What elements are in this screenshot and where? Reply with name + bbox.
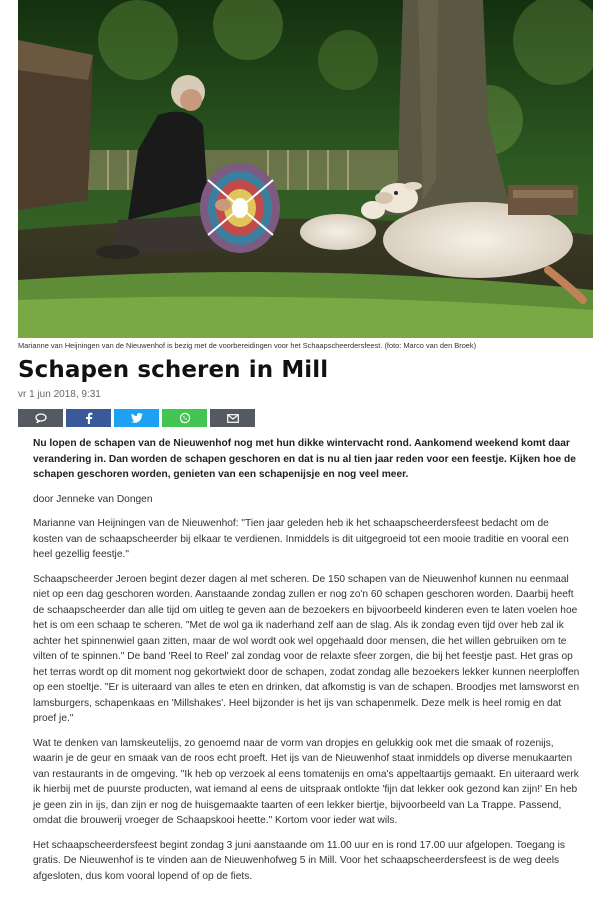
facebook-share-button[interactable]	[66, 409, 111, 427]
whatsapp-icon	[179, 412, 191, 424]
twitter-icon	[131, 413, 143, 423]
article-paragraph: Marianne van Heijningen van de Nieuwenhof: "Tien jaar geleden heb ik het schaapscheerdersfeest bedacht om de kosten van de schaapscheerder bij elkaar te verdienen. Inmiddels is dit uitgegroeid tot een mooie traditie en vooral een heel gezellig feestje."	[33, 518, 569, 560]
article-paragraph: Wat te denken van lamskeutelijs, zo genoemd naar de vorm van dropjes en gelukkig ook met die smaak of rozenijs, waarin je de geur en smaak van de roos echt proeft. Het ijs van de Nieuwenhof staat inmiddels op diverse menukaarten van restaurants in de omgeving. "Ik heb op verzoek al eens tomatenijs en oma's appeltaartijs gemaakt. En uiteraard werk ik hierbij met de puurste producten, wat iemand al eens de uitspraak ontlokte 'fijn dat lekker ook gezond kan zijn!' En heb je geen zin in ijs, dan zijn er nog de huisgemaakte taarten of een lekker biertje, bijvoorbeeld van La Trappe. Passend, omdat die brouwerij vroeger de Schaapskooi heette." Kortom voor ieder wat wils.	[33, 737, 579, 826]
article-paragraph: Schaapscheerder Jeroen begint dezer dagen al met scheren. De 150 schapen van de Nieuwenhof kunnen nu eenmaal niet op een dag geschoren worden. Aanstaande zondag zullen er nog zo'n 60 schapen geschoren worden. Daarbij heeft de schaapscheerder dan alle tijd om uitleg te geven aan de bezoekers en bijvoorbeeld kinderen even te laten voelen hoe het is om een schaap te scheren. "Met de wol ga ik naderhand zelf aan de slag. Als ik zondag even tijd over heb zal ik achter het spinnenwiel gaan zitten, maar de wol wordt ook wel opgehaald door mensen, die het willen gebruiken om te vilten of te spinnen." De band 'Reel to Reel' zal zondag voor de relaxte sfeer zorgen, die bij het feestje past. Het gras op het terras wordt op dit moment nog gekortwiekt door de schapen, zodat zondag alle bezoekers lekker kunnen neerploffen op een stoeltje. "Er is uiteraard van alles te eten en drinken, dat afkomstig is van de schapen. Broodjes met lamsworst en lamsburgers, schapenkaas en 'Millshakes'. Heel bijzonder is het ijs van schapenmelk. Deze melk is heel romig en dat proef je."	[33, 573, 580, 724]
article-paragraph: Het schaapscheerdersfeest begint zondag 3 juni aanstaande om 11.00 uur en is rond 17.00 uur afgelopen. Toegang is gratis. De Nieuwenhof is te vinden aan de Nieuwenhofweg 5 in Mill. Voor het schaapscheerdersfeest is de weg deels afgesloten, dus kom vooral lopend of op de fiets.	[33, 839, 566, 882]
comment-icon	[35, 413, 47, 423]
twitter-share-button[interactable]	[114, 409, 159, 427]
share-bar	[18, 409, 255, 427]
article-photo	[18, 0, 593, 338]
facebook-icon	[85, 412, 93, 424]
photo-caption: Marianne van Heijningen van de Nieuwenhof is bezig met de voorbereidingen voor het Schaapscheerdersfeest. (foto: Marco van den Broek)	[18, 341, 477, 350]
article-byline: door Jenneke van Dongen	[33, 493, 153, 505]
mail-icon	[227, 414, 239, 423]
whatsapp-share-button[interactable]	[162, 409, 207, 427]
publish-date: vr 1 jun 2018, 9:31	[18, 389, 101, 400]
mail-share-button[interactable]	[210, 409, 255, 427]
article-photo-illustration	[18, 0, 593, 338]
article-body	[33, 436, 581, 893]
article-lead: Nu lopen de schapen van de Nieuwenhof nog met hun dikke wintervacht rond. Aankomend weekend komt daar verandering in. Dan worden de schapen geschoren en dat is nu al tien jaar reden voor een feestje. Kijken hoe de schapen geschoren worden, genieten van een schapenijsje en nog veel meer.	[33, 438, 576, 480]
article-headline: Schapen scheren in Mill	[18, 357, 329, 383]
comment-button[interactable]	[18, 409, 63, 427]
